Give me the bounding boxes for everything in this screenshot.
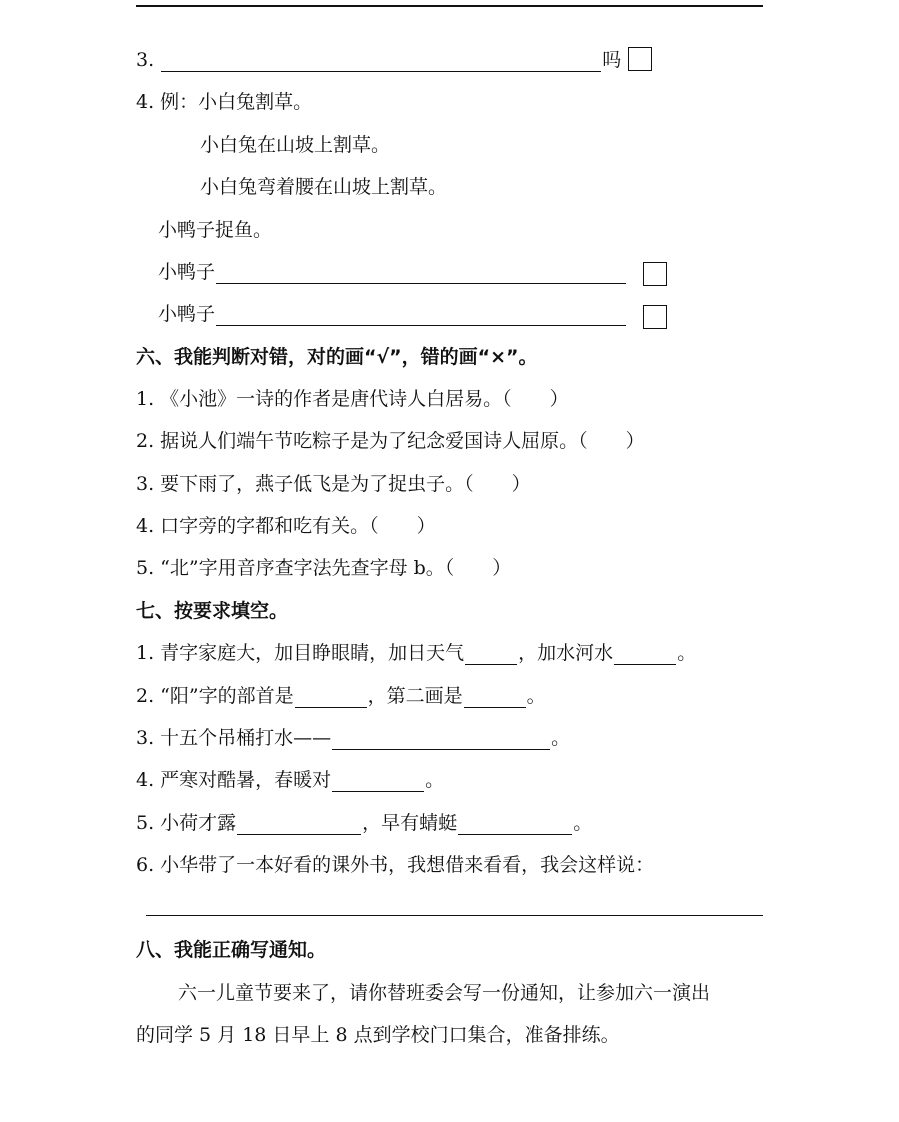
q5-item3: 3. 吗 (136, 49, 622, 71)
fill-item-4: 4. 严寒对酷暑，春暖对 。 (136, 769, 445, 791)
fill-5-blank-b[interactable] (458, 814, 572, 835)
fill-3-blank[interactable] (332, 729, 550, 750)
duck-expand-1: 小鸭子 (158, 260, 627, 284)
judge-item-1: 1. 《小池》一诗的作者是唐代诗人白居易。（ ） (136, 388, 569, 410)
duck-checkbox-1[interactable] (643, 262, 667, 286)
q5-item3-blank[interactable] (161, 51, 601, 72)
duck-blank-2[interactable] (216, 305, 626, 326)
fill-item-6: 6. 小华带了一本好看的课外书，我想借来看看，我会这样说： (136, 854, 655, 876)
fill-6-answer-line[interactable] (146, 915, 763, 916)
judge-item-4: 4. 口字旁的字都和吃有关。（ ） (136, 515, 436, 537)
fill-2-blank-a[interactable] (295, 687, 367, 708)
fill-item-2: 2. “阳”字的部首是 ，第二画是 。 (136, 685, 546, 707)
fill-1-blank-a[interactable] (465, 644, 517, 665)
fill-item-5: 5. 小荷才露 ，早有蜻蜓 。 (136, 812, 593, 834)
example-line-2: 小白兔弯着腰在山坡上割草。 (200, 176, 448, 198)
section6-heading: 六、我能判断对错，对的画“√”，错的画“×”。 (136, 346, 538, 368)
judge-item-5: 5. “北”字用音序查字法先查字母 b。（ ） (136, 557, 512, 579)
q5-item4-label: 4. 例：小白兔割草。 (136, 91, 313, 113)
fill-5-blank-a[interactable] (237, 814, 361, 835)
duck-checkbox-2[interactable] (643, 305, 667, 329)
fill-4-blank[interactable] (332, 771, 424, 792)
fill-item-3: 3. 十五个吊桶打水—— 。 (136, 727, 571, 749)
notice-paragraph-line-1: 六一儿童节要来了，请你替班委会写一份通知，让参加六一演出 (178, 982, 711, 1004)
notice-paragraph-line-2: 的同学 5 月 18 日早上 8 点到学校门口集合，准备排练。 (136, 1024, 620, 1046)
fill-item-1: 1. 青字家庭大，加目睁眼睛，加日天气 ，加水河水 。 (136, 642, 697, 664)
duck-base-sentence: 小鸭子捉鱼。 (158, 219, 273, 241)
q5-item3-checkbox[interactable] (628, 47, 652, 71)
section8-heading: 八、我能正确写通知。 (136, 939, 327, 961)
fill-1-blank-b[interactable] (614, 644, 676, 665)
section7-heading: 七、按要求填空。 (136, 600, 289, 622)
duck-expand-2: 小鸭子 (158, 302, 627, 326)
top-rule (136, 5, 763, 7)
duck-blank-1[interactable] (216, 263, 626, 284)
judge-item-3: 3. 要下雨了，燕子低飞是为了捉虫子。（ ） (136, 473, 531, 495)
fill-2-blank-b[interactable] (464, 687, 526, 708)
example-line-1: 小白兔在山坡上割草。 (200, 134, 391, 156)
judge-item-2: 2. 据说人们端午节吃粽子是为了纪念爱国诗人屈原。（ ） (136, 430, 645, 452)
